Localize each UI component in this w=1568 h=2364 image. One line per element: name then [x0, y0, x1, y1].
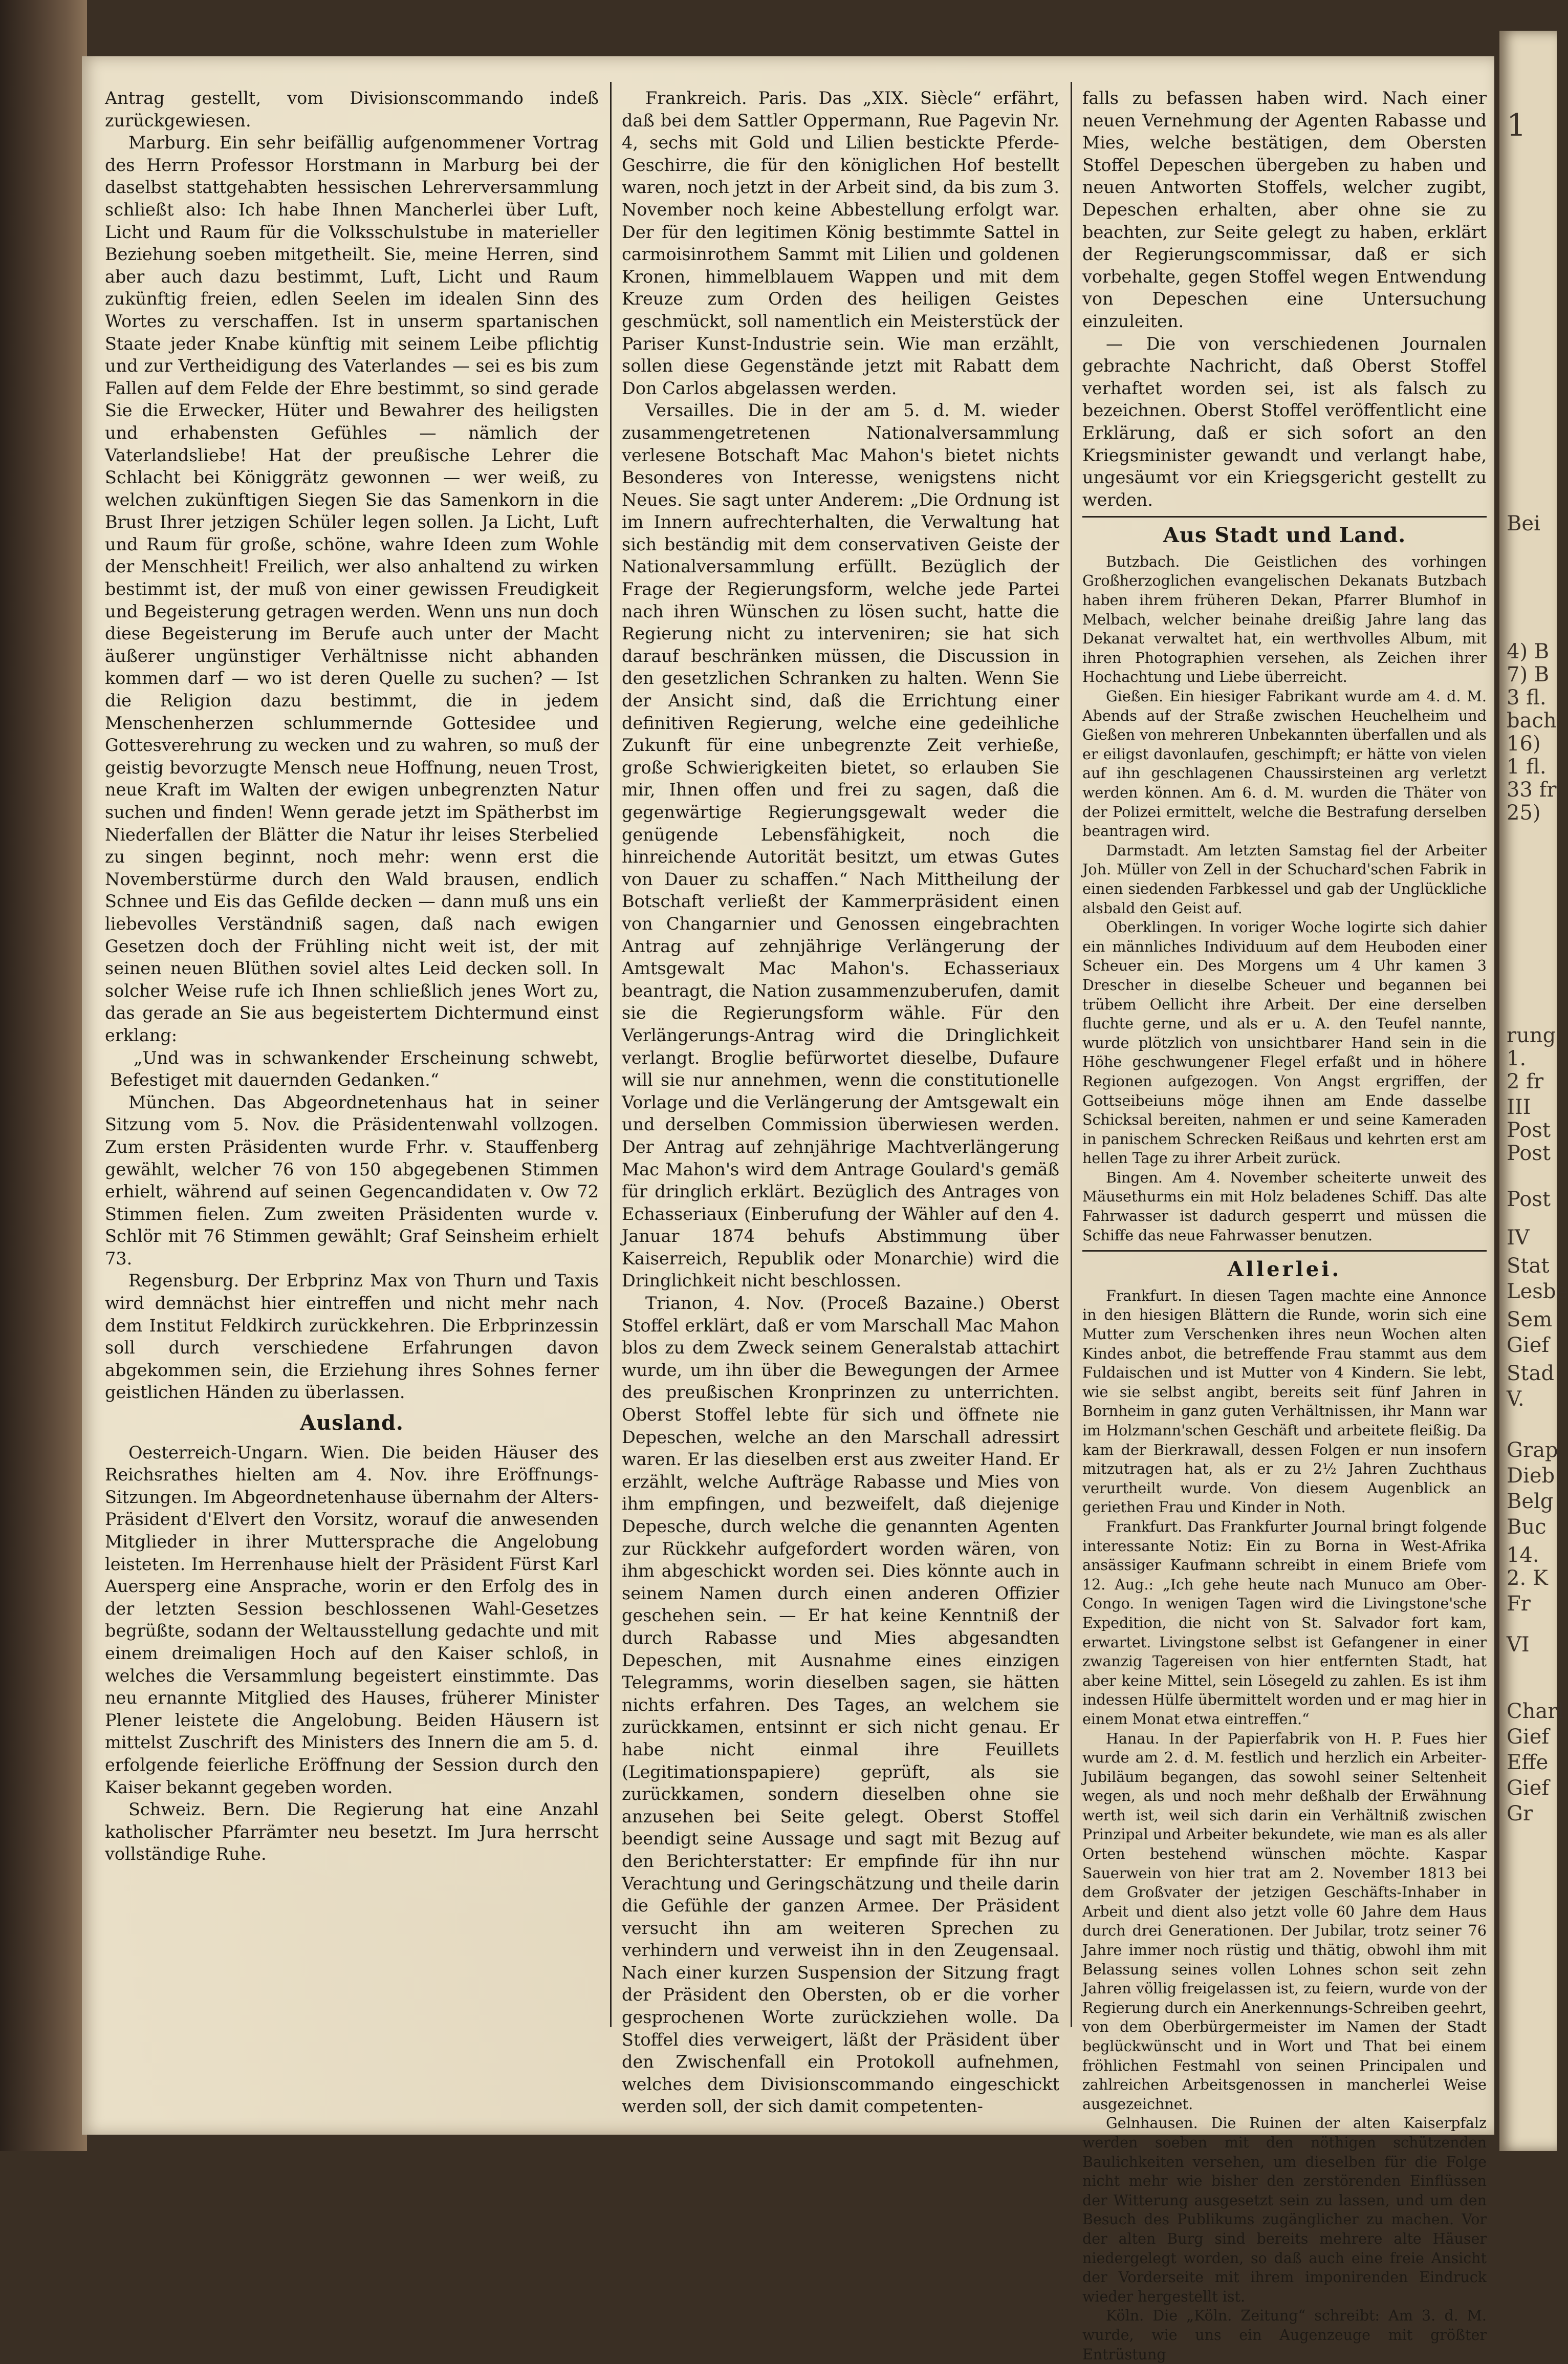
- article-schweiz: Schweiz. Bern. Die Regierung hat eine Anzahl katholischer Pfarrämter neu besetzt. Im Jura herrscht vollständige Ruhe.: [105, 1799, 599, 1864]
- edge-fragment: III: [1507, 1095, 1531, 1119]
- edge-fragment: Gief: [1507, 1776, 1550, 1800]
- article-marburg: Marburg. Ein sehr beifällig aufgenommener Vortrag des Herrn Professor Horstmann in Marburg bei der daselbst stattgehabten hessischen Lehrerversammlung schließt also: Ich habe Ihnen Mancherlei über Luft, Licht und Raum für die Volksschulstube in materieller Beziehung soeben mitgetheilt. Sie, meine Herren, sind aber auch dazu bestimmt, Luft, Licht und Raum zukünftig freien, edlen Seelen im idealen Sinn des Wortes zu verschaffen. Ist in unserm spartanischen Staate jeder Knabe künftig mit seinem Leibe pflichtig und zur Vertheidigung des Vaterlandes — sei es bis zum Fallen auf dem Felde der Ehre bestimmt, so sind gerade Sie die Erwecker, Hüter und Bewahrer des heiligsten und erhabensten Gefühles — nämlich der Vaterlandsliebe! Hat der preußische Lehrer die Schlacht bei Königgrätz gewonnen — wer weiß, zu welchen zukünftigen Siegen Sie das Samenkorn in die Brust Ihrer jetzigen Schüler legen sollen. Ja Licht, Luft und Raum für große, schöne, wahre Ideen zum Wohle der Menschheit! Freilich, wer also anhaltend zu wirken bestimmt ist, der muß von einer gewissen Freudigkeit und Begeisterung getragen werden. Wenn uns nun doch diese Begeisterung im Berufe auch unter der Macht äußerer ungünstiger Verhältnisse nicht abhanden kommen darf — wo ist deren Quelle zu suchen? — Ist die Religion dazu bestimmt, die in jedem Menschenherzen schlummernde Gottesidee und Gottesverehrung zu wecken und zu wahren, so muß der geistig bevorzugte Mensch neue Hoffnung, neuen Trost, neue Kraft im Walten der ewigen unbegrenzten Natur suchen und finden! Wenn gerade jetzt im Spätherbst im Niederfallen der Blätter die Natur ihr leises Sterbelied zu singen beginnt, noch mehr: wenn erst die Novemberstürme durch den Wald brausen, endlich Schnee und Eis das Gefilde decken — dann muß uns ein liebevolles Verständniß sagen, daß nach ewigen Gesetzen doch der Frühling nicht weit ist, der mit seinen neuen Blüthen soviel altes Leid decken soll. In solcher Weise rufe ich Ihnen schließlich jenes Wort zu, das gerade an Sie aus begeistertem Dichtermund einst erklang:: [105, 133, 599, 1045]
- edge-fragment: 4) B: [1507, 640, 1550, 663]
- article-stoffel: — Die von verschiedenen Journalen gebrachte Nachricht, daß Oberst Stoffel verhaftet worden sei, ist als falsch zu bezeichnen. Oberst Stoffel veröffentlicht eine Erklärung, daß er sich sofort an den Kriegsminister gewandt und verlangt habe, ungesäumt vor ein Kriegsgericht gestellt zu werden.: [1082, 333, 1487, 510]
- edge-fragment: Gief: [1507, 1334, 1550, 1357]
- article-oesterreich: Oesterreich-Ungarn. Wien. Die beiden Häuser des Reichsrathes hielten am 4. Nov. ihre Eröffnungs-Sitzungen. Im Abgeordnetenhause übernahm der Alters-Präsident d'Elvert den Vorsitz, worauf die anwesenden Mitglieder in ihrer Muttersprache die Angelobung leisteten. Im Herrenhause hielt der Präsident Fürst Karl Auersperg eine Ansprache, worin er den Erfolg des in der letzten Session beschlossenen Wahl-Gesetzes begrüßte, sodann der Weltausstellung gedachte und mit einem dreimaligen Hoch auf den Kaiser schloß, in welches die Versammlung begeistert einstimmte. Das neu ernannte Mitglied des Hauses, früherer Minister Plener leistete die Angelobung. Beiden Häusern ist mittelst Zuschrift des Ministers des Innern die am 5. d. erfolgende feierliche Eröffnung der Session durch den Kaiser bekannt gegeben worden.: [105, 1442, 599, 1797]
- edge-fragment: 1 fl.: [1507, 755, 1547, 779]
- edge-fragment: 14.: [1507, 1543, 1539, 1567]
- article-butzbach: Butzbach. Die Geistlichen des vorhingen Großherzoglichen evangelischen Dekanats Butzbach haben ihrem früheren Dekan, Pfarrer Blumhof in Melbach, welcher beinahe dreißig Jahre lang das Dekanat verwaltet hat, ein werthvolles Album, mit ihren Photographien versehen, als Zeichen ihrer Hochachtung und Liebe überreicht.: [1082, 553, 1487, 686]
- article-koeln: Köln. Die „Köln. Zeitung“ schreibt: Am 3. d. M. wurde, wie uns ein Augenzeuge mit größter Entrüstung: [1082, 2307, 1487, 2363]
- column-2: [622, 87, 1059, 2117]
- article-frankfurt-2: Frankfurt. Das Frankfurter Journal bringt folgende interessante Notiz: Ein zu Borna in West-Afrika ansässiger Kaufmann schreibt in einem Briefe vom 12. Aug.: „Ich gehe heute nach Munuco am Ober-Congo. In wenigen Tagen wird die Livingstone'sche Expedition, die nicht von St. Salvador fort kam, erwartet. Livingstone selbst ist Gefangener in einer zwanzig Tagereisen von hier entfernten Stadt, hat aber keine Mittel, sein Lösegeld zu zahlen. Es ist ihm indessen Hülfe übermittelt worden und er mag hier in einem Monat etwa eintreffen.“: [1082, 1518, 1487, 1728]
- article-darmstadt: Darmstadt. Am letzten Samstag fiel der Arbeiter Joh. Müller von Zell in der Schuchard'schen Fabrik in einen siedenden Farbkessel und gab der Unglückliche alsbald den Geist auf.: [1082, 842, 1487, 917]
- edge-fragment: Sem: [1507, 1308, 1553, 1331]
- edge-fragment: IV: [1507, 1226, 1530, 1250]
- edge-fragment: Lesbe: [1507, 1280, 1568, 1303]
- edge-fragment: VI: [1507, 1633, 1530, 1657]
- article-muenchen: München. Das Abgeordnetenhaus hat in seiner Sitzung vom 5. Nov. die Präsidentenwahl vollzogen. Zum ersten Präsidenten wurde Frhr. v. Stauffenberg gewählt, welcher 76 von 150 abgegebenen Stimmen erhielt, während auf seinen Gegencandidaten v. Ow 72 Stimmen fielen. Zum zweiten Präsidenten wurde v. Schlör mit 76 Stimmen gewählt; Graf Seinsheim erhielt 73.: [105, 1092, 599, 1269]
- article-frankfurt-1: Frankfurt. In diesen Tagen machte eine Annonce in den hiesigen Blättern die Runde, worin sich eine Mutter zum Verschenken ihres neun Wochen alten Kindes anbot, die betreffende Frau stammt aus dem Fuldaischen und ist Mutter von 4 Kindern. Sie lebt, wie sie selbst angibt, bereits seit fünf Jahren in Bornheim in ganz guten Verhältnissen, ihr Mann war im Holzmann'schen Geschäft und arbeitete fleißig. Da kam der Bierkrawall, dessen Folgen er nun insofern mitzutragen hat, als er zu 2½ Jahren Zuchthaus verurtheilt wurde. Von diesem Augenblick an geriethen Frau und Kinder in Noth.: [1082, 1287, 1487, 1516]
- edge-fragment: 2. K: [1507, 1566, 1548, 1590]
- edge-fragment: 33 fr: [1507, 778, 1557, 802]
- edge-fragment: Stad: [1507, 1362, 1554, 1385]
- section-heading-allerlei: Allerlei.: [1227, 1257, 1342, 1282]
- edge-fragment: Gr: [1507, 1802, 1533, 1825]
- article-versailles: Versailles. Die in der am 5. d. M. wieder zusammengetretenen Nationalversammlung verlesene Botschaft Mac Mahon's bietet nichts Besonderes von Interesse, wenigstens nicht Neues. Sie sagt unter Anderem: „Die Ordnung ist im Innern aufrechterhalten, die Verwaltung hat sich beständig mit dem conservativen Geiste der Nationalversammlung erfüllt. Bezüglich der Frage der Regierungsform, welche jede Partei nach ihren Wünschen zu lösen sucht, hatte die Regierung nicht zu interveniren; sie hat sich darauf beschränken müssen, die Discussion in den gesetzlichen Schranken zu halten. Wenn Sie der Ansicht sind, daß die Errichtung einer definitiven Regierung, welche eine gedeihliche Zukunft für eine unbegrenzte Zeit verhieße, große Schwierigkeiten bietet, so erlauben Sie mir, Ihnen offen und frei zu sagen, daß die gegenwärtige Regierungsgewalt weder die genügende Lebensfähigkeit, noch die hinreichende Autorität besitzt, um etwas Gutes von Dauer zu schaffen.“ Nach Mittheilung der Botschaft verließt der Kammerpräsident einen von Changarnier und Genossen eingebrachten Antrag auf zehnjährige Verlängerung der Amtsgewalt Mac Mahon's. Echasseriaux beantragt, die Nation zusammenzuberufen, damit sie die Regierungsform wähle. Für den Verlängerungs-Antrag wird die Dringlichkeit verlangt. Broglie befürwortet dieselbe, Dufaure will sie nur annehmen, wenn die constitutionelle Vorlage und die Verlängerung der Amtsgewalt ein und derselben Commission überwiesen werden. Der Antrag auf zehnjährige Machtverlängerung Mac Mahon's wird dem Antrage Goulard's gemäß für dringlich erklärt. Bezüglich des Antrages von Echasseriaux (Einberufung der Wähler auf den 4. Januar 1874 behufs Abstimmung über Kaiserreich, Republik oder Monarchie) wird die Dringlichkeit nicht beschlossen.: [622, 400, 1059, 1291]
- column-3: [1082, 87, 1487, 2363]
- article-giessen: Gießen. Ein hiesiger Fabrikant wurde am 4. d. M. Abends auf der Straße zwischen Heuchelheim und Gießen von mehreren Unbekannten überfallen und als er eiligst davonlaufen, geschimpft; er hätte von vielen auf ihn geschlagenen Chaussirsteinen arg verletzt werden können. Am 6. d. M. wurden die Thäter von der Polizei ermittelt, welche die Bestrafung derselben beantragen wird.: [1082, 688, 1487, 840]
- article-hanau: Hanau. In der Papierfabrik von H. P. Fues hier wurde am 2. d. M. festlich und herzlich ein Arbeiter-Jubiläum begangen, das sowohl seiner Seltenheit wegen, als und noch mehr deßhalb der Erwähnung werth ist, weil sich darin ein Verhältniß zwischen Prinzipal und Arbeiter bekundete, wie man es als aller Orten bestehend wünschen möchte. Kaspar Sauerwein von hier trat am 2. November 1813 bei dem Großvater der jetzigen Geschäfts-Inhaber in Arbeit und dient also jetzt volle 60 Jahre dem Haus durch drei Generationen. Der Jubilar, trotz seiner 76 Jahre immer noch rüstig und thätig, obwohl ihm mit Belassung seines vollen Lohnes schon seit zehn Jahren völlig freigelassen ist, zu feiern, wurde von der Regierung durch ein Anerkennungs-Schreiben geehrt, von dem Oberbürgermeister im Namen der Stadt beglückwünscht und in Wort und That bei einem fröhlichen Festmahl von seinen Principalen und zahlreichen Arbeitsgenossen in mancherlei Weise ausgezeichnet.: [1082, 1730, 1487, 2113]
- book-binding: [0, 0, 87, 2151]
- edge-fragment: 3 fl.: [1507, 686, 1547, 710]
- edge-fragment: Fr: [1507, 1592, 1531, 1616]
- edge-fragment: 1.: [1507, 1047, 1527, 1070]
- edge-fragment: 1: [1507, 108, 1527, 143]
- edge-fragment: 7) B: [1507, 663, 1550, 686]
- edge-fragment: Post: [1507, 1188, 1551, 1211]
- edge-fragment: Bei: [1507, 512, 1540, 535]
- article-paragraph: Antrag gestellt, vom Divisionscommando indeß zurückgewiesen.: [105, 88, 599, 131]
- section-divider: [1082, 516, 1487, 518]
- edge-fragment: Stat: [1507, 1254, 1550, 1278]
- edge-fragment: Charl: [1507, 1700, 1564, 1723]
- edge-fragment: bach: [1507, 709, 1557, 733]
- article-gelnhausen: Gelnhausen. Die Ruinen der alten Kaiserpfalz werden soeben mit den nöthigen schützenden Baulichkeiten versehen, um dieselben für die Folge nicht mehr wie bisher den zerstörenden Einflüssen der Witterung ausgesetzt sein zu lassen, und um den Besuch des Publikums zugänglicher zu machen. Vor der alten Burg sind bereits mehrere alte Häuser niedergelegt worden, so daß auch eine freie Ansicht der Vorderseite mit ihrem imponirenden Eindruck wieder hergestellt ist.: [1082, 2115, 1487, 2305]
- edge-fragment: Buc: [1507, 1515, 1547, 1539]
- edge-fragment: Gief: [1507, 1725, 1550, 1749]
- edge-fragment: 16): [1507, 732, 1541, 756]
- edge-fragment: V.: [1507, 1387, 1525, 1411]
- section-heading-ausland: Ausland.: [300, 1411, 404, 1435]
- edge-fragment: Post: [1507, 1119, 1551, 1142]
- adjacent-page-edge: [1499, 31, 1568, 2151]
- article-frankreich: Frankreich. Paris. Das „XIX. Siècle“ erfährt, daß bei dem Sattler Oppermann, Rue Pagevin Nr. 4, sechs mit Gold und Lilien bestickte Pferde-Geschirre, die für den königlichen Hof bestellt waren, noch jetzt in der Arbeit sind, da bis zum 3. November noch keine Abbestellung erfolgt war. Der für den legitimen König bestimmte Sattel in carmoisinrothem Sammt mit Lilien und goldenen Kronen, himmelblauem Wappen und mit dem Kreuze zum Orden des heiligen Geistes geschmückt, soll namentlich ein Meisterstück der Pariser Kunst-Industrie sein. Wie man erzählt, sollen diese Gegenstände jetzt mit Rabatt dem Don Carlos abgelassen werden.: [622, 88, 1059, 398]
- article-regensburg: Regensburg. Der Erbprinz Max von Thurn und Taxis wird demnächst hier eintreffen und nicht mehr nach dem Institut Feldkirch zurückkehren. Die Erbprinzessin soll durch verschiedene Erfahrungen davon abgekommen sein, die Erziehung ihres Sohnes ferner geistlichen Händen zu überlassen.: [105, 1271, 599, 1403]
- article-continuation: falls zu befassen haben wird. Nach einer neuen Vernehmung der Agenten Rabasse und Mies, welche bestätigen, dem Obersten Stoffel Depeschen übergeben zu haben und neuen Antworten Stoffels, welcher zugibt, Depeschen erhalten, aber ohne sie zu beachten, zur Seite gelegt zu haben, erklärt der Regierungscommissar, daß er sich vorbehalte, gegen Stoffel wegen Entwendung von Depeschen eine Untersuchung einzuleiten.: [1082, 88, 1487, 331]
- column-1: [105, 87, 599, 2027]
- column-rule: [1071, 82, 1072, 2027]
- section-divider: [1082, 1250, 1487, 1252]
- verse-quote: „Und was in schwankender Erscheinung schwebt, Befestiget mit dauernden Gedanken.“: [110, 1047, 599, 1090]
- edge-fragment: 2 fr: [1507, 1070, 1544, 1093]
- edge-fragment: rung: [1507, 1024, 1556, 1047]
- article-oberklingen: Oberklingen. In voriger Woche logirte sich dahier ein männliches Individuum auf dem Heuboden einer Scheuer ein. Des Morgens um 4 Uhr kamen 3 Drescher in dieselbe Scheuer und begannen bei trübem Oellicht ihre Arbeit. Der eine derselben fluchte gerne, und als er u. A. den Teufel nannte, wurde plötzlich von unsichtbarer Hand sein in die Höhe geschwungener Flegel erfaßt und in höhere Regionen aufgezogen. Von Angst ergriffen, der Gottseibeiuns möge ihnen am Ende dasselbe Schicksal bereiten, nahmen er und seine Kameraden in panischem Schrecken Reißaus und kehrten erst am hellen Tage zu ihrer Arbeit zurück.: [1082, 919, 1487, 1167]
- article-bingen: Bingen. Am 4. November scheiterte unweit des Mäusethurms ein mit Holz beladenes Schiff. Das alte Fahrwasser ist dadurch gesperrt und müssen die Schiffe das neue Fahrwasser benutzen.: [1082, 1169, 1487, 1244]
- edge-fragment: Effe: [1507, 1751, 1549, 1774]
- edge-fragment: Belg: [1507, 1490, 1554, 1513]
- article-trianon: Trianon, 4. Nov. (Proceß Bazaine.) Oberst Stoffel erklärt, daß er vom Marschall Mac Mahon blos zu dem Zweck seinem Generalstab attachirt wurde, um ihn über die Bewegungen der Armee des preußischen Kronprinzen zu unterrichten. Oberst Stoffel lebte für sich und öffnete nie Depeschen, welche an den Marschall adressirt waren. Er las dieselben erst aus zweiter Hand. Er erzählt, welche Aufträge Rabasse und Mies von ihm empfingen, und bezweifelt, daß diejenige Depesche, durch welche die genannten Agenten zur Rückkehr aufgefordert worden wären, von ihm abgeschickt worden sei. Dies könnte auch in seinem Namen durch einen anderen Offizier geschehen sein. — Er hat keine Kenntniß der durch Rabasse und Mies abgesandten Depeschen, mit Ausnahme eines einzigen Telegramms, worin dieselben sagen, sie hätten nichts erfahren. Des Tages, an welchem sie zurückkamen, entsinnt er sich nicht genau. Er habe nicht einmal ihre Feuillets (Legitimationspapiere) geprüft, als sie zurückkamen, sondern dieselben ohne sie anzusehen bei Seite gelegt. Oberst Stoffel beendigt seine Aussage und sagt mit Bezug auf den Berichterstatter: Er empfinde für ihn nur Verachtung und Geringschätzung und theile darin die Gefühle der ganzen Armee. Der Präsident versucht ihn am weiteren Sprechen zu verhindern und verweist ihn in den Zeugensaal. Nach einer kurzen Suspension der Sitzung fragt der Präsident den Obersten, ob er die vorher gesprochenen Worte zurückziehen wolle. Da Stoffel dies verweigert, läßt der Präsident über den Zwischenfall ein Protokoll aufnehmen, welches dem Divisionscommando eingeschickt werden soll, der sich damit competenten-: [622, 1293, 1059, 2117]
- column-rule: [610, 82, 612, 2027]
- edge-fragment: Dieb: [1507, 1464, 1555, 1488]
- edge-fragment: Post: [1507, 1142, 1551, 1165]
- section-heading-stadt-land: Aus Stadt und Land.: [1163, 523, 1406, 548]
- edge-fragment: Grap: [1507, 1438, 1558, 1462]
- edge-fragment: 25): [1507, 801, 1541, 825]
